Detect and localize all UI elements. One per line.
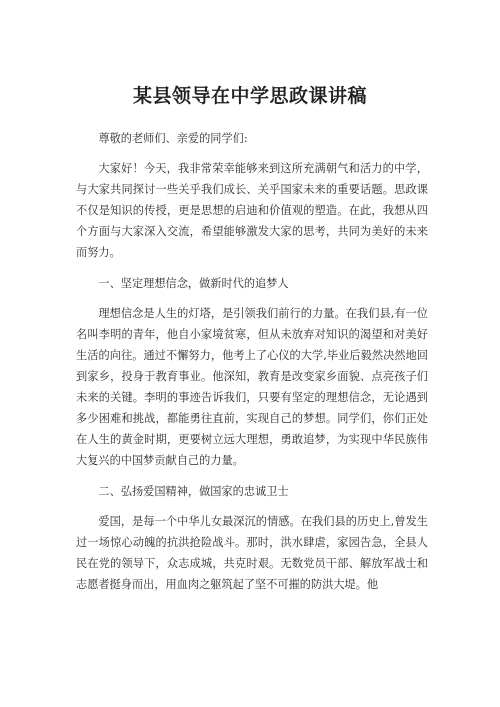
intro-paragraph: 大家好！今天，我非常荣幸能够来到这所充满朝气和活力的中学，与大家共同探讨一些关乎我们成长、关乎国家未来的重要话题。思政课不仅是知识的传授，更是思想的启迪和价值观的塑造。在此，我想从四个方面与大家深入交流，希望能够激发大家的思考，共同为美好的未来而努力。 [76,162,428,259]
section-1-paragraph: 理想信念是人生的灯塔，是引领我们前行的力量。在我们县,有一位名叫李明的青年，他自小家境贫寒，但从未放弃对知识的渴望和对美好生活的向往。通过不懈努力，他考上了心仪的大学,毕业后毅然决然地回到家乡，投身于教育事业。他深知，教育是改变家乡面貌、点亮孩子们未来的关键。李明的事迹告诉我们，只要有坚定的理想信念，无论遇到多少困难和挑战，都能勇往直前，实现自己的梦想。同学们，你们正处在人生的黄金时期，更要树立远大理想，勇敢追梦，为实现中华民族伟大复兴的中国梦贡献自己的力量。 [76,307,428,467]
document-title: 某县领导在中学思政课讲稿 [132,85,367,107]
greeting-paragraph: 尊敬的老师们、亲爱的同学们: [98,132,248,145]
section-2-paragraph: 爱国，是每一个中华儿女最深沉的情感。在我们县的历史上,曾发生过一场惊心动魄的抗洪抢险战斗。那时，洪水肆虐，家园告急，全县人民在党的领导下，众志成城，共克时艰。无数党员干部、解放军战士和志愿者挺身而出，用血肉之躯筑起了坚不可摧的防洪大堤。他 [76,515,428,591]
section-heading-1: 一、坚定理想信念，做新时代的追梦人 [98,277,289,290]
section-heading-2: 二、弘扬爱国精神，做国家的忠诚卫士 [98,485,289,498]
document-body [76,128,428,605]
